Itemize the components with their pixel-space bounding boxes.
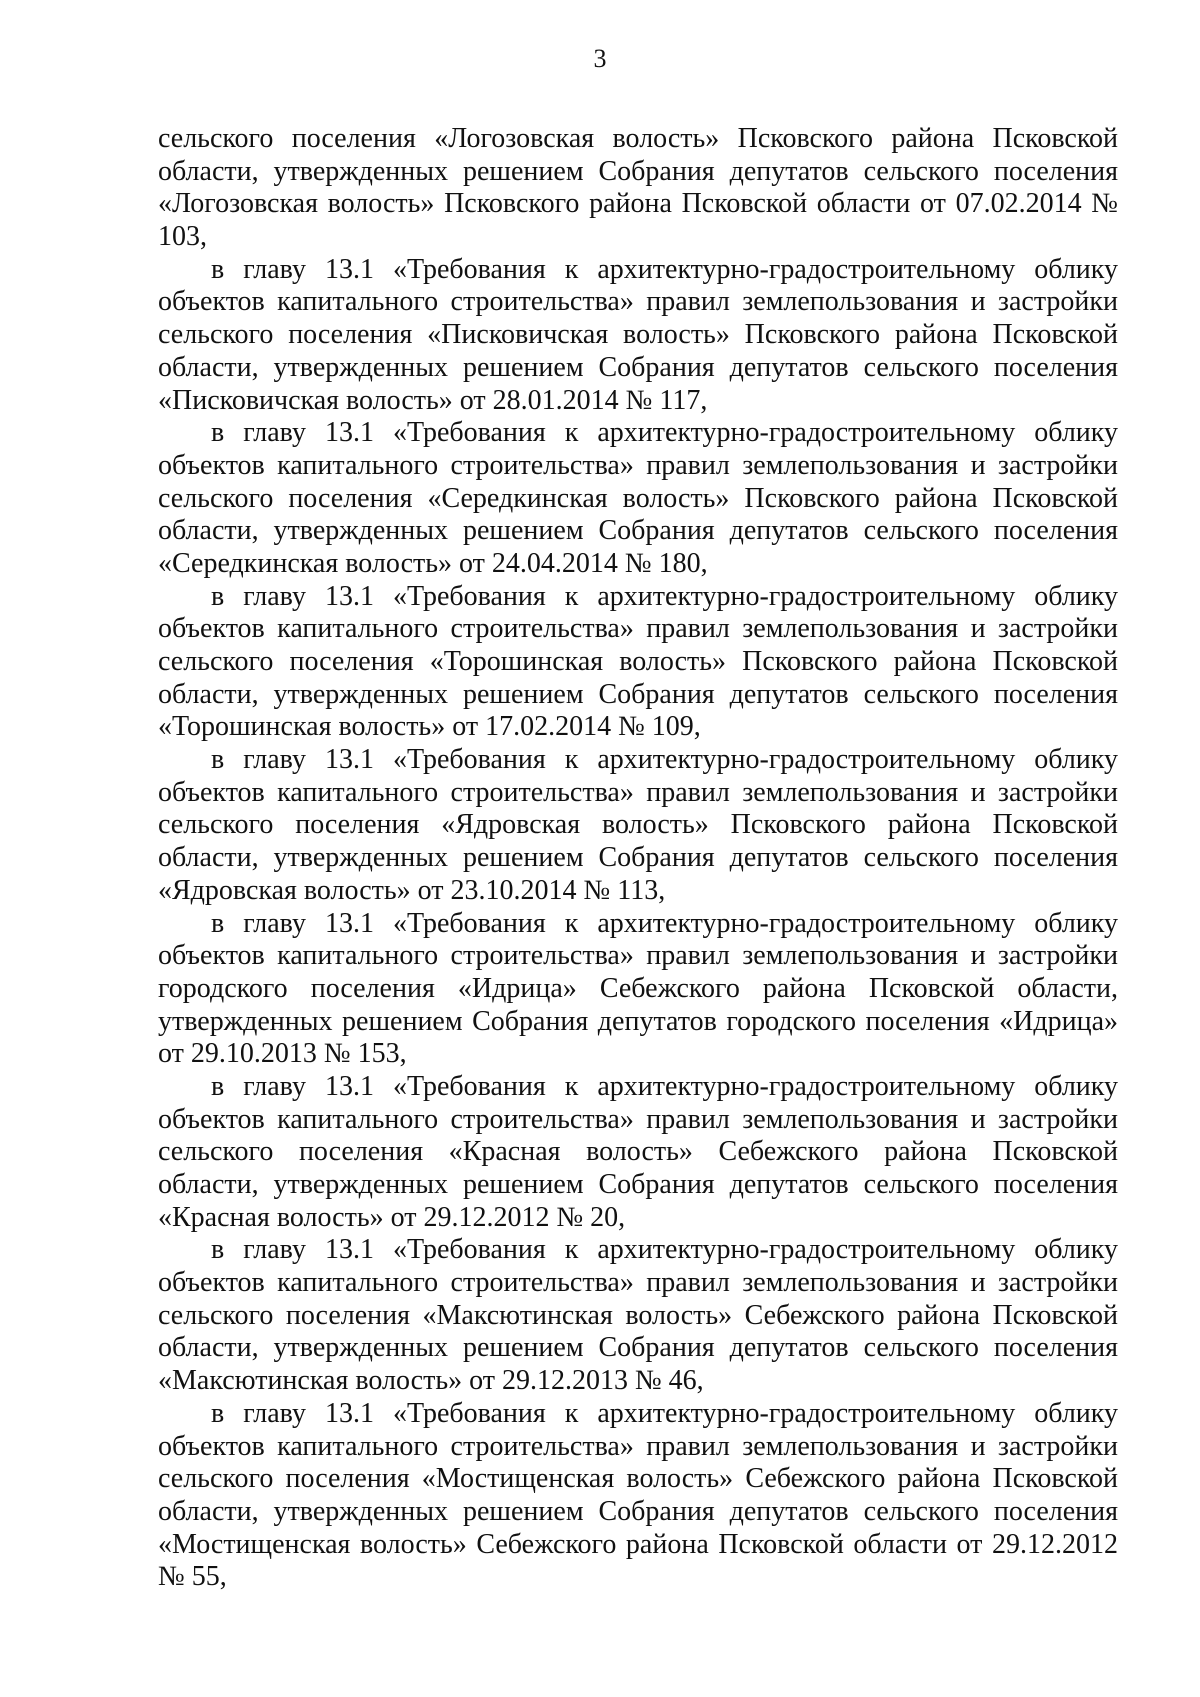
text-line: «Логозовская волость» Псковского района Псковской области от 07.02.2014 № [158, 188, 1118, 220]
paragraph-first-line: в главу 13.1 «Требования к архитектурно-градостроительному облику [211, 1397, 1118, 1429]
text-line: объектов капитального строительства» правил землепользования и застройки [158, 1267, 1118, 1299]
text-line: сельского поселения «Писковичская волость» Псковского района Псковской [158, 319, 1118, 351]
text-line: области, утвержденных решением Собрания депутатов сельского поселения [158, 1332, 1118, 1364]
paragraph-first-line: в главу 13.1 «Требования к архитектурно-градостроительному облику [211, 1070, 1118, 1102]
text-line: области, утвержденных решением Собрания депутатов сельского поселения [158, 842, 1118, 874]
text-line: сельского поселения «Торошинская волость» Псковского района Псковской [158, 646, 1118, 677]
text-line: «Ядровская волость» от 23.10.2014 № 113, [158, 874, 666, 906]
text-line: объектов капитального строительства» правил землепользования и застройки [158, 1103, 1118, 1135]
text-line: от 29.10.2013 № 153, [158, 1038, 407, 1070]
text-line: области, утвержденных решением Собрания депутатов сельского поселения [158, 1495, 1118, 1527]
paragraph-first-line: в главу 13.1 «Требования к архитектурно-градостроительному облику [211, 1234, 1118, 1266]
text-line: области, утвержденных решением Собрания депутатов сельского поселения [158, 678, 1118, 710]
text-line: области, утвержденных решением Собрания депутатов сельского поселения [158, 351, 1118, 383]
text-line: «Мостищенская волость» Себежского района Псковской области от 29.12.2012 [158, 1528, 1118, 1560]
text-line: объектов капитального строительства» правил землепользования и застройки [158, 776, 1118, 808]
paragraph-first-line: в главу 13.1 «Требования к архитектурно-градостроительному облику [211, 744, 1118, 776]
text-line: области, утвержденных решением Собрания депутатов сельского поселения [158, 515, 1118, 547]
paragraph-first-line: в главу 13.1 «Требования к архитектурно-градостроительному облику [211, 580, 1118, 612]
paragraph-first-line: в главу 13.1 «Требования к архитектурно-градостроительному облику [211, 417, 1118, 449]
text-line: «Максютинская волость» от 29.12.2013 № 46, [158, 1365, 704, 1397]
text-line: «Торошинская волость» от 17.02.2014 № 109, [158, 711, 701, 743]
text-line: № 55, [158, 1561, 227, 1593]
text-line: объектов капитального строительства» правил землепользования и застройки [158, 1430, 1118, 1462]
text-line: объектов капитального строительства» правил землепользования и застройки [158, 449, 1118, 481]
paragraph-first-line: в главу 13.1 «Требования к архитектурно-градостроительному облику [211, 253, 1118, 285]
text-line: утвержденных решением Собрания депутатов городского поселения «Идрица» [158, 1005, 1118, 1037]
text-line: объектов капитального строительства» правил землепользования и застройки [158, 940, 1118, 972]
text-line: объектов капитального строительства» правил землепользования и застройки [158, 286, 1118, 318]
text-line: области, утвержденных решением Собрания депутатов сельского поселения [158, 1169, 1118, 1200]
text-line: «Писковичская волость» от 28.01.2014 № 117, [158, 384, 708, 416]
text-line: сельского поселения «Максютинская волость» Себежского района Псковской [158, 1299, 1118, 1331]
text-line: сельского поселения «Логозовская волость» Псковского района Псковской [158, 123, 1118, 154]
text-line: сельского поселения «Красная волость» Себежского района Псковской [158, 1136, 1118, 1168]
page-number: 3 [593, 44, 607, 73]
text-line: «Середкинская волость» от 24.04.2014 № 180, [158, 547, 708, 579]
text-line: городского поселения «Идрица» Себежского района Псковской области, [158, 972, 1118, 1004]
text-line: «Красная волость» от 29.12.2012 № 20, [158, 1201, 626, 1233]
text-line: 103, [158, 221, 207, 253]
text-line: сельского поселения «Мостищенская волость» Себежского района Псковской [158, 1463, 1118, 1495]
document-body [158, 123, 1118, 1594]
text-line: сельского поселения «Середкинская волость» Псковского района Псковской [158, 482, 1118, 514]
paragraph-first-line: в главу 13.1 «Требования к архитектурно-градостроительному облику [211, 907, 1118, 939]
text-line: области, утвержденных решением Собрания депутатов сельского поселения [158, 155, 1118, 187]
text-line: сельского поселения «Ядровская волость» Псковского района Псковской [158, 809, 1118, 841]
text-line: объектов капитального строительства» правил землепользования и застройки [158, 613, 1118, 645]
